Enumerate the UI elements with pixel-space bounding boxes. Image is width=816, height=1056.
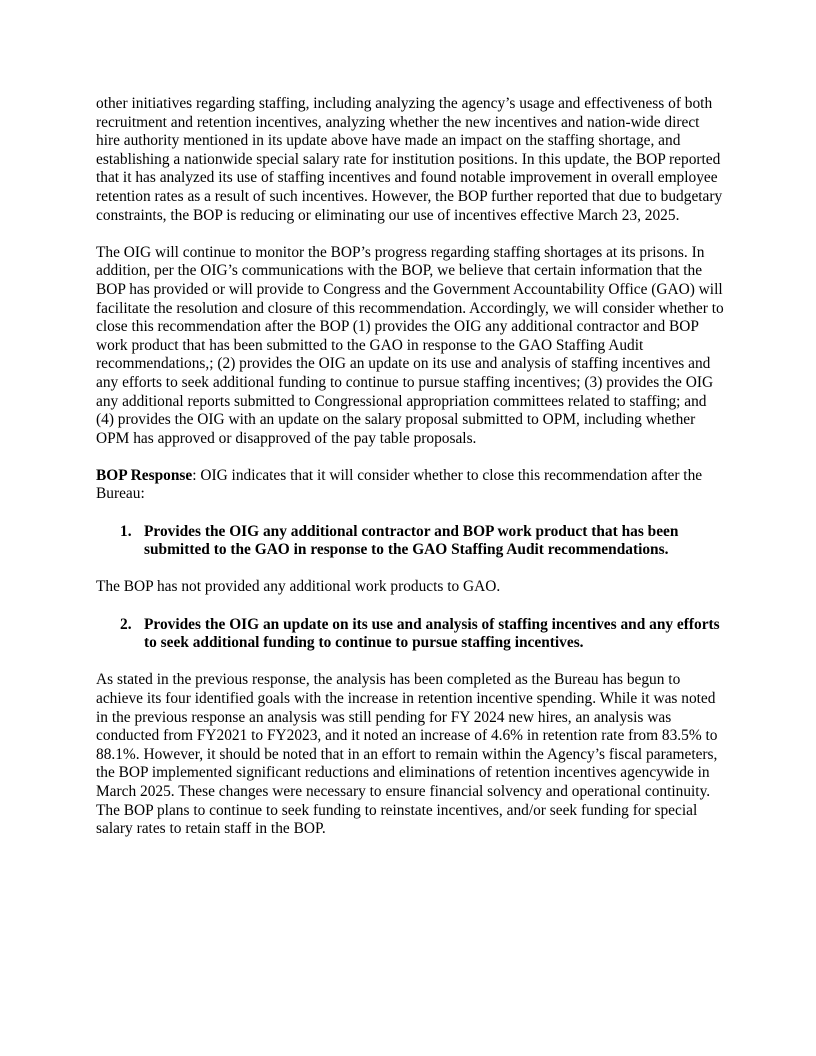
list-item-number: 2.: [120, 615, 132, 633]
list-item-text: Provides the OIG any additional contractor and BOP work product that has been submitted to the GAO in response to the GAO Staffing Audit recommendations.: [144, 522, 679, 559]
paragraph-item-2-response: As stated in the previous response, the analysis has been completed as the Bureau has begun to achieve its four identified goals with the increase in retention incentive spending. While it was noted in the previous response an analysis was still pending for FY 2024 new hires, an analysis was conducted from FY2021 to FY2023, and it noted an increase of 4.6% in retention rate from 83.5% to 88.1%. However, it should be noted that in an effort to remain within the Agency’s fiscal parameters, the BOP implemented significant reductions and eliminations of retention incentives agencywide in March 2025. These changes were necessary to ensure financial solvency and operational continuity. The BOP plans to continue to seek funding to reinstate incentives, and/or seek funding for special salary rates to retain staff in the BOP.: [96, 671, 718, 838]
paragraph-item-1-response: The BOP has not provided any additional work products to GAO.: [96, 578, 501, 596]
paragraph-bop-response: [96, 467, 724, 504]
bop-response-label: BOP Response: [96, 466, 193, 484]
list-item-2: [120, 616, 724, 653]
paragraph-oig-monitoring: The OIG will continue to monitor the BOP’s progress regarding staffing shortages at its prisons. In addition, per the OIG’s communications with the BOP, we believe that certain information that the BOP has provided or will provide to Congress and the Government Accountability Office (GAO) will facilitate the resolution and closure of this recommendation. Accordingly, we will consider whether to close this recommendation after the BOP (1) provides the OIG any additional contractor and BOP work product that has been submitted to the GAO in response to the GAO Staffing Audit recommendations,; (2) provides the OIG an update on its use and analysis of staffing incentives and any efforts to seek additional funding to continue to pursue staffing incentives; (3) provides the OIG any additional reports submitted to Congressional appropriation committees related to staffing; and (4) provides the OIG with an update on the salary proposal submitted to OPM, including whether OPM has approved or disapproved of the pay table proposals.: [96, 243, 724, 447]
list-item-1: [120, 523, 724, 560]
document-page: [96, 95, 724, 857]
bop-response-text: : OIG indicates that it will consider whether to close this recommendation after the Bureau:: [96, 466, 703, 503]
list-item-text: Provides the OIG an update on its use and analysis of staffing incentives and any efforts to seek additional funding to continue to pursue staffing incentives.: [144, 615, 720, 652]
list-item-number: 1.: [120, 522, 132, 540]
paragraph-initiatives: other initiatives regarding staffing, including analyzing the agency’s usage and effectiveness of both recruitment and retention incentives, analyzing whether the new incentives and nation-wide direct hire authority mentioned in its update above have made an impact on the staffing shortage, and establishing a nationwide special salary rate for institution positions. In this update, the BOP reported that it has analyzed its use of staffing incentives and found notable improvement in overall employee retention rates as a result of such incentives. However, the BOP further reported that due to budgetary constraints, the BOP is reducing or eliminating our use of incentives effective March 23, 2025.: [96, 95, 723, 224]
